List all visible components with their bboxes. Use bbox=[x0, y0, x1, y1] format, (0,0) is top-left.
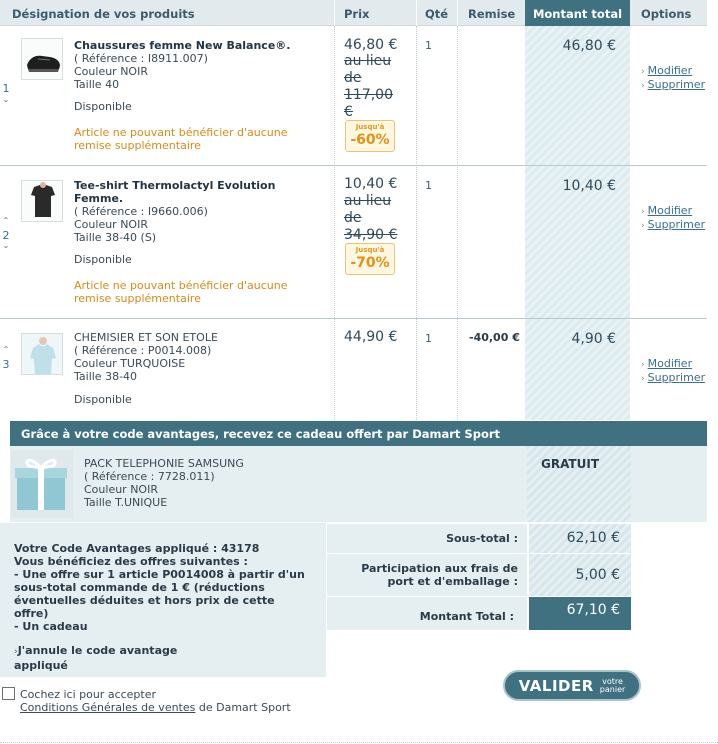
modify-label: Modifier bbox=[647, 204, 693, 217]
product-availability: Disponible bbox=[74, 393, 132, 406]
product-size: Taille 40 bbox=[74, 78, 120, 91]
modify-link[interactable] bbox=[641, 204, 692, 219]
product-price: 10,40 € bbox=[344, 176, 398, 192]
product-color: Couleur NOIR bbox=[74, 65, 148, 78]
validate-sublabel bbox=[600, 678, 625, 694]
cancel-code-label: J'annule le code avantage bbox=[17, 644, 178, 657]
table-header bbox=[0, 0, 707, 26]
row-total: 4,90 € bbox=[571, 331, 616, 347]
old-price: 34,90 € bbox=[344, 227, 398, 243]
arrow-icon: › bbox=[641, 81, 645, 91]
subtotal-value: 62,10 € bbox=[566, 530, 620, 546]
validate-sub: panier bbox=[599, 684, 626, 694]
delete-link[interactable] bbox=[641, 218, 705, 233]
product-name[interactable]: CHEMISIER ET SON ETOLE bbox=[74, 331, 218, 344]
product-availability: Disponible bbox=[74, 100, 132, 113]
product-quantity: 1 bbox=[425, 332, 432, 345]
arrow-icon: › bbox=[641, 207, 645, 217]
total-column-background bbox=[525, 26, 630, 420]
accept-text bbox=[20, 688, 291, 714]
product-reference: ( Référence : P0014.008) bbox=[74, 344, 212, 357]
shipping-label: port et d'emballage : bbox=[387, 575, 518, 588]
product-price: 46,80 € bbox=[344, 37, 398, 53]
product-price: 44,90 € bbox=[344, 329, 398, 345]
advantage-text: offre) bbox=[14, 607, 49, 620]
arrow-icon: › bbox=[14, 647, 18, 657]
product-color: Couleur NOIR bbox=[74, 218, 148, 231]
advantage-text: - Un cadeau bbox=[14, 620, 88, 633]
gift-size: Taille T.UNIQUE bbox=[84, 496, 168, 509]
product-warning: Article ne pouvant bénéficier d'aucune bbox=[74, 279, 288, 292]
footer-divider bbox=[0, 742, 718, 743]
arrow-icon: › bbox=[641, 221, 645, 231]
header-qte: Qté bbox=[425, 7, 449, 21]
product-availability: Disponible bbox=[74, 253, 132, 266]
product-discount: -40,00 € bbox=[469, 331, 520, 344]
product-quantity: 1 bbox=[425, 39, 432, 52]
product-thumbnail[interactable] bbox=[21, 180, 63, 222]
old-price: € bbox=[344, 104, 353, 120]
old-price: 117,00 bbox=[344, 87, 393, 103]
advantage-text: Vous bénéficiez des offres suivantes : bbox=[14, 555, 248, 568]
gift-name: PACK TELEPHONIE SAMSUNG bbox=[84, 457, 244, 470]
shipping-value: 5,00 € bbox=[575, 567, 620, 583]
header-montant: Montant total bbox=[525, 0, 630, 26]
discount-badge bbox=[345, 120, 395, 152]
product-name[interactable]: Tee-shirt Thermolactyl Evolution bbox=[74, 179, 276, 192]
product-warning: remise supplémentaire bbox=[74, 292, 201, 305]
old-price: de bbox=[344, 210, 362, 226]
product-name[interactable]: Femme. bbox=[74, 192, 124, 205]
move-up-icon[interactable]: ⌃ bbox=[2, 345, 10, 354]
gift-reference: ( Référence : 7728.011) bbox=[84, 470, 215, 483]
header-designation: Désignation de vos produits bbox=[12, 7, 195, 21]
advantage-code: Votre Code Avantages appliqué : 43178 bbox=[14, 542, 260, 555]
delete-label: Supprimer bbox=[647, 371, 706, 384]
header-remise: Remise bbox=[468, 7, 516, 21]
total-value: 67,10 € bbox=[566, 602, 620, 618]
product-warning: remise supplémentaire bbox=[74, 139, 201, 152]
arrow-icon: › bbox=[641, 67, 645, 77]
product-size: Taille 38-40 (S) bbox=[74, 231, 157, 244]
arrow-icon: › bbox=[641, 360, 645, 370]
product-quantity: 1 bbox=[425, 179, 432, 192]
cancel-code-label: appliqué bbox=[14, 659, 68, 672]
validate-cart-button[interactable] bbox=[503, 670, 641, 701]
modify-label: Modifier bbox=[647, 357, 693, 370]
modify-link[interactable] bbox=[641, 357, 692, 372]
accept-suffix: de Damart Sport bbox=[195, 701, 291, 714]
product-warning: Article ne pouvant bénéficier d'aucune bbox=[74, 126, 288, 139]
modify-link[interactable] bbox=[641, 64, 692, 79]
product-reference: ( Référence : I9660.006) bbox=[74, 205, 208, 218]
gift-thumbnail bbox=[11, 450, 73, 518]
row-total: 10,40 € bbox=[562, 178, 616, 194]
advantage-text: éventuelles déduites et hors prix de cette bbox=[14, 594, 275, 607]
product-thumbnail[interactable] bbox=[21, 333, 63, 375]
gift-color: Couleur NOIR bbox=[84, 483, 158, 496]
header-prix: Prix bbox=[344, 7, 370, 21]
discount-badge bbox=[345, 243, 395, 275]
gift-price: GRATUIT bbox=[540, 457, 600, 471]
arrow-icon: › bbox=[641, 374, 645, 384]
advantage-text: sous-total commande de 1 € (réductions bbox=[14, 581, 265, 594]
badge-percent: -60% bbox=[350, 132, 390, 148]
old-price: au lieu bbox=[344, 53, 392, 69]
delete-label: Supprimer bbox=[647, 78, 706, 91]
row-index: 1 bbox=[2, 82, 10, 95]
cgv-link[interactable]: Conditions Générales de ventes bbox=[20, 701, 196, 714]
modify-label: Modifier bbox=[647, 64, 693, 77]
badge-percent: -70% bbox=[350, 255, 390, 271]
old-price: au lieu bbox=[344, 193, 392, 209]
move-down-icon[interactable]: ⌄ bbox=[2, 95, 10, 104]
delete-link[interactable] bbox=[641, 78, 705, 93]
old-price: de bbox=[344, 70, 362, 86]
shipping-label: Participation aux frais de bbox=[361, 562, 518, 575]
product-name[interactable]: Chaussures femme New Balance®. bbox=[74, 39, 291, 52]
advantage-text: - Une offre sur 1 article P0014008 à partir d'un bbox=[14, 568, 305, 581]
delete-label: Supprimer bbox=[647, 218, 706, 231]
cancel-code-link[interactable] bbox=[14, 644, 326, 672]
badge-label: Jusqu'à bbox=[355, 246, 385, 254]
validate-label: VALIDER bbox=[518, 676, 594, 695]
product-size: Taille 38-40 bbox=[74, 370, 138, 383]
header-options: Options bbox=[641, 7, 692, 21]
accept-label: Cochez ici pour accepter bbox=[20, 688, 157, 701]
gift-banner: Grâce à votre code avantages, recevez ce cadeau offert par Damart Sport bbox=[10, 421, 707, 446]
move-down-icon[interactable]: ⌄ bbox=[2, 241, 10, 250]
subtotal-label: Sous-total : bbox=[446, 532, 518, 545]
row-total: 46,80 € bbox=[562, 38, 616, 54]
product-color: Couleur TURQUOISE bbox=[74, 357, 186, 370]
row-index: 3 bbox=[2, 358, 10, 371]
accept-checkbox[interactable] bbox=[2, 687, 15, 703]
row-index: 2 bbox=[2, 229, 10, 242]
move-up-icon[interactable]: ⌃ bbox=[2, 216, 10, 225]
badge-label: Jusqu'à bbox=[355, 123, 385, 131]
product-thumbnail[interactable] bbox=[21, 38, 63, 80]
product-reference: ( Référence : I8911.007) bbox=[74, 52, 208, 65]
advantage-box bbox=[0, 523, 326, 677]
total-label: Montant Total : bbox=[419, 610, 514, 623]
validate-sub: votre bbox=[602, 676, 623, 686]
delete-link[interactable] bbox=[641, 371, 705, 386]
